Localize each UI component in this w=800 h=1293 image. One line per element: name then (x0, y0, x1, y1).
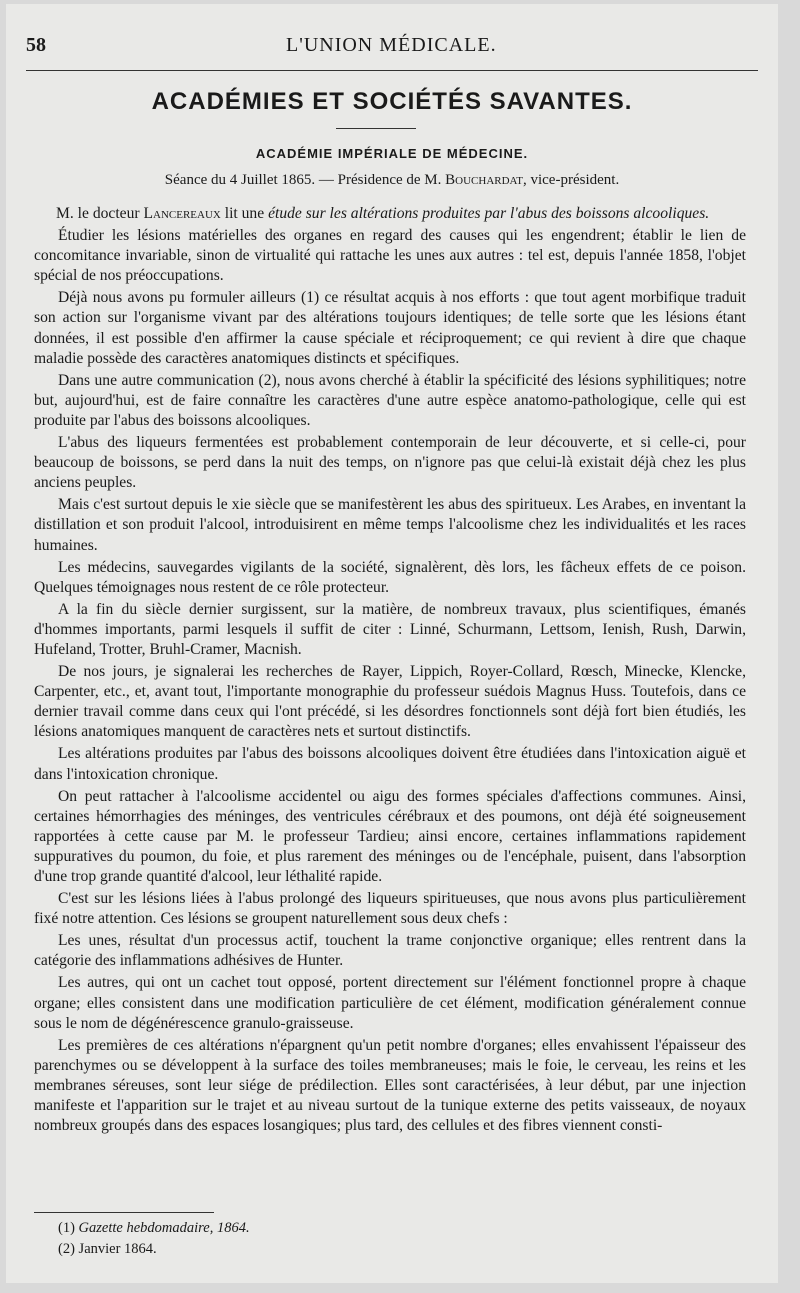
footnote-number: (1) (58, 1220, 79, 1236)
footnote-rule (34, 1212, 214, 1213)
footnote (58, 1218, 250, 1239)
intro-paragraph (34, 204, 746, 224)
paragraph: Déjà nous avons pu formuler ailleurs (1) ce résultat acquis à nos efforts : que tout agent morbifique traduit son action sur l'organisme vivant par des altérations toujours identiques; de telle sorte que les lésions étant données, il est possible d'en affirmer la cause spéciale et réciproquement; ce qui revient à dire que chaque maladie possède des caractères anatomiques distincts et spécifiques. (34, 289, 746, 367)
section-title: ACADÉMIES ET SOCIÉTÉS SAVANTES. (151, 88, 633, 115)
running-head: L'UNION MÉDICALE. (286, 34, 497, 56)
paragraph: L'abus des liqueurs fermentées est probablement contemporain de leur découverte, et si celle-ci, pour beaucoup de boissons, se perd dans la nuit des temps, on n'ignore pas que celui-là existait déjà chez les plus anciens peuples. (34, 434, 746, 492)
paragraph: De nos jours, je signalerai les recherches de Rayer, Lippich, Royer-Collard, Rœsch, Minecke, Klencke, Carpenter, etc., et, avant tout, l'importante monographie du professeur suédois Magnus Huss. Toutefois, dans ce dernier travail comme dans ceux qui l'ont précédé, si les désordres fonctionnels sont déjà fort bien étudiés, les lésions anatomiques manquent de caractères nets et surtout distinctifs. (34, 663, 746, 741)
header-rule (26, 70, 758, 71)
paragraph: Étudier les lésions matérielles des organes en regard des causes qui les engendrent; établir le lien de concomitance invariable, sinon de virtualité qui rattache les unes aux autres : tel est, depuis l'année 1858, l'objet spécial de nos préoccupations. (34, 227, 746, 285)
footnote-number: (2) (58, 1241, 79, 1257)
footnotes (58, 1218, 250, 1260)
paragraph: C'est sur les lésions liées à l'abus prolongé des liqueurs spiritueuses, que nous avons plus particulièrement fixé notre attention. Ces lésions se groupent naturellement sous deux chefs : (34, 890, 746, 928)
journal-page (6, 4, 778, 1283)
paragraph: Les altérations produites par l'abus des boissons alcooliques doivent être étudiées dans l'intoxication aiguë et dans l'intoxication chronique. (34, 745, 746, 783)
author-name: Lancereaux (143, 205, 221, 222)
paragraph: On peut rattacher à l'alcoolisme accidentel ou aigu des formes spéciales d'affections communes. Ainsi, certaines hémorrhagies des méninges, des ventricules cérébraux et des poumons, ont déjà été soigneusement rapportées à cette cause par M. le professeur Tardieu; ainsi encore, certaines inflammations rapidement suppuratives du poumon, du foie, et plus rarement des méninges ou de l'encéphale, puisent, dans l'absorption d'une trop grande quantité d'alcool, leur léthalité rapide. (34, 787, 746, 885)
intro-text: M. le docteur (56, 205, 144, 222)
paragraph: Les premières de ces altérations n'épargnent qu'un petit nombre d'organes; elles envahissent l'épaisseur des parenchymes ou se développent à la surface des toiles membraneuses; mais le foie, le cerveau, les reins et les membranes séreuses, sont leur siége de prédilection. Elles sont caractérisées, à leur début, par une injection manifeste et l'apparition sur le trajet et au niveau surtout de la tunique externe des petits vaisseaux, de noyaux nombreux groupés dans des espaces losangiques; plus tard, des cellules et des fibres viennent consti- (34, 1036, 746, 1135)
footnote-text: Janvier 1864. (78, 1241, 157, 1257)
title-rule (336, 128, 416, 129)
paragraph: A la fin du siècle dernier surgissent, sur la matière, de nombreux travaux, plus scientifiques, émanés d'hommes importants, parmi lesquels il suffit de citer : Linné, Schurmann, Lettsom, Ienish, Rush, Darwin, Hufeland, Trotter, Bruhl-Cramer, Macnish. (34, 600, 746, 658)
session-line (6, 172, 778, 189)
article-body (34, 204, 746, 1138)
paragraph: Les médecins, sauvegardes vigilants de la société, signalèrent, dès lors, les fâcheux effets de ce poison. Quelques témoignages nous restent de ce rôle protecteur. (34, 558, 746, 596)
session-role: , vice-président. (522, 172, 620, 188)
paragraph: Les unes, résultat d'un processus actif, touchent la trame conjonctive organique; elles rentrent dans la catégorie des inflammations adhésives de Hunter. (34, 932, 746, 970)
paragraph: Mais c'est surtout depuis le xie siècle que se manifestèrent les abus des spiritueux. Les Arabes, en inventant la distillation et son produit l'alcool, introduisirent en même temps l'alcoolisme chez les individualités et les races humaines. (34, 496, 746, 554)
academy-heading: ACADÉMIE IMPÉRIALE DE MÉDECINE. (255, 146, 529, 161)
president-name: Bouchardat (445, 172, 523, 188)
study-title: étude sur les altérations produites par l'abus des boissons alcooliques. (268, 205, 710, 222)
paragraph: Dans une autre communication (2), nous avons cherché à établir la spécificité des lésions syphilitiques; notre but, aujourd'hui, est de faire connaître les caractères d'une autre espèce anatomo-pathologique, celle qui est produite par l'abus des boissons alcooliques. (34, 371, 746, 429)
session-text: Séance du 4 Juillet 1865. — Présidence de M. (164, 172, 446, 188)
page-number: 58 (26, 34, 46, 56)
paragraph: Les autres, qui ont un cachet tout opposé, portent directement sur l'élément fonctionnel propre à chaque organe; elles consistent dans une modification particulière de cet élément, modification généralement connue sous le nom de dégénérescence granulo-graisseuse. (34, 974, 746, 1032)
footnote-text: Gazette hebdomadaire, 1864. (78, 1220, 250, 1236)
footnote (58, 1239, 250, 1260)
intro-text-2: lit une (220, 205, 269, 222)
